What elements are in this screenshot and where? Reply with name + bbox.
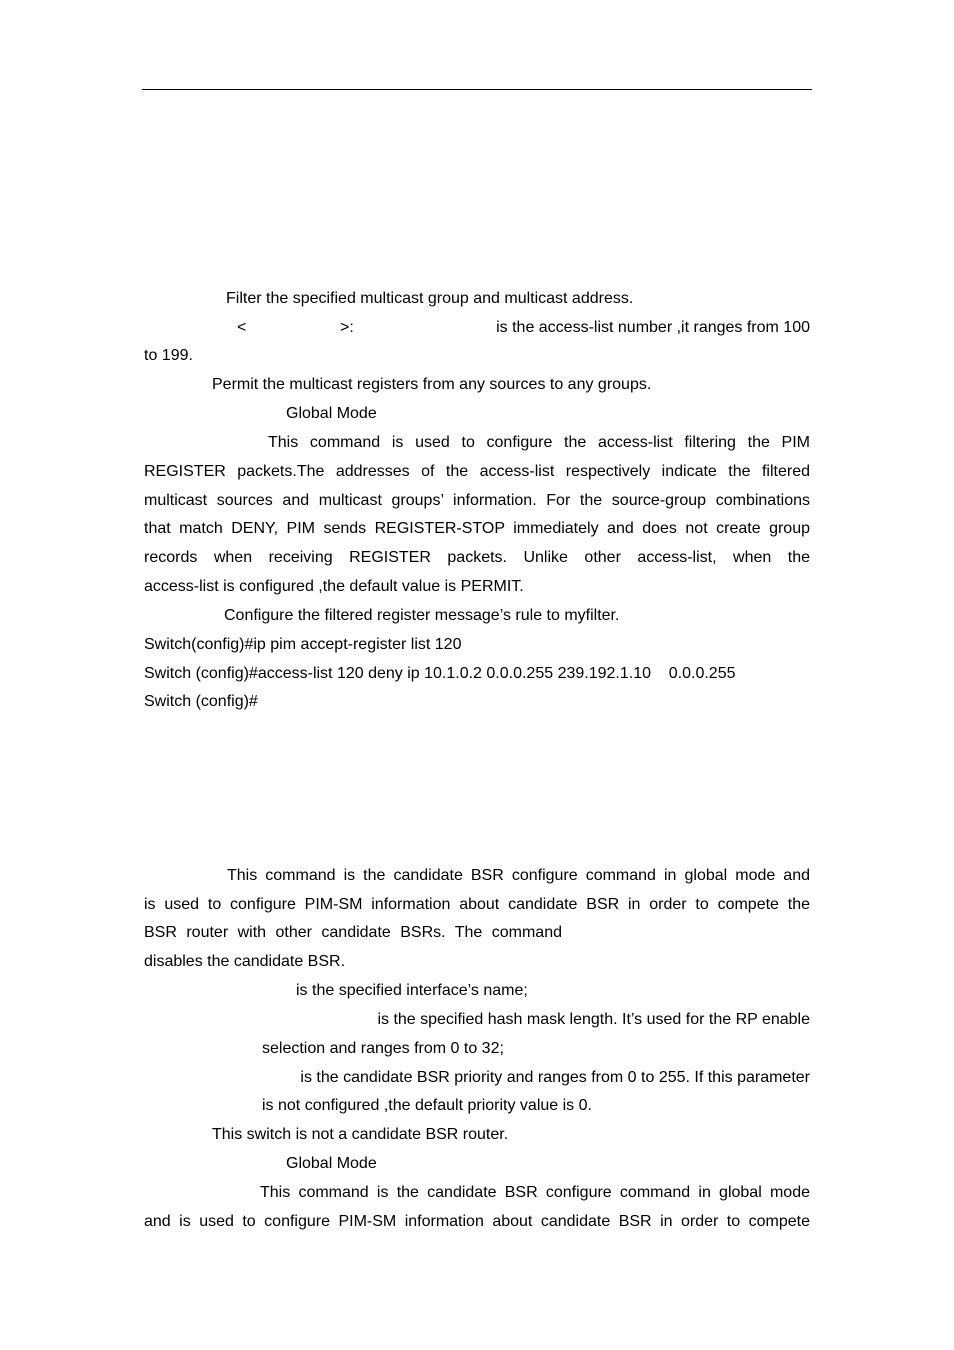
command-mode: Global Mode bbox=[286, 1155, 377, 1172]
usage-line: multicast sources and multicast groups’ information. For the source-group combinations bbox=[144, 492, 810, 509]
example-code-line: Switch(config)#ip pim accept-register list 120 bbox=[144, 636, 462, 653]
function-line: This command is the candidate BSR configure command in global mode and bbox=[227, 867, 810, 884]
function-text: Filter the specified multicast group and multicast address. bbox=[226, 290, 634, 307]
param-interface-desc: is the specified interface’s name; bbox=[296, 982, 528, 999]
usage-line: access-list is configured ,the default value is PERMIT. bbox=[144, 578, 524, 595]
param-hash-desc-cont: selection and ranges from 0 to 32; bbox=[262, 1040, 504, 1057]
default-text: This switch is not a candidate BSR router. bbox=[212, 1126, 509, 1143]
param-priority-desc-cont: is not configured ,the default priority value is 0. bbox=[262, 1097, 592, 1114]
header-rule bbox=[142, 89, 812, 90]
usage-line: and is used to configure PIM-SM information about candidate BSR in order to compete bbox=[144, 1213, 810, 1230]
usage-line: records when receiving REGISTER packets. Unlike other access-list, when the bbox=[144, 549, 810, 566]
param-hash-desc: is the specified hash mask length. It’s used for the RP enable bbox=[377, 1011, 810, 1028]
function-line: disables the candidate BSR. bbox=[144, 953, 346, 970]
usage-line: that match DENY, PIM sends REGISTER-STOP immediately and does not create group bbox=[144, 520, 810, 537]
param-bracket-close: >: bbox=[340, 319, 354, 336]
example-description: Configure the filtered register message’s rule to myfilter. bbox=[224, 607, 620, 624]
command-mode: Global Mode bbox=[286, 405, 377, 422]
param-description-cont: to 199. bbox=[144, 347, 193, 364]
example-code-line: Switch (config)# bbox=[144, 693, 258, 710]
usage-line: This command is the candidate BSR configure command in global mode bbox=[260, 1184, 810, 1201]
function-line: is used to configure PIM-SM information about candidate BSR in order to compete the bbox=[144, 896, 810, 913]
function-line: BSR router with other candidate BSRs. The command bbox=[144, 924, 562, 941]
usage-line: This command is used to configure the access-list filtering the PIM bbox=[268, 434, 810, 451]
usage-line: REGISTER packets.The addresses of the access-list respectively indicate the filtered bbox=[144, 463, 810, 480]
param-priority-desc: is the candidate BSR priority and ranges from 0 to 255. If this parameter bbox=[300, 1069, 810, 1086]
default-text: Permit the multicast registers from any sources to any groups. bbox=[212, 376, 652, 393]
param-bracket-open: < bbox=[237, 319, 247, 336]
example-code-line: Switch (config)#access-list 120 deny ip 10.1.0.2 0.0.0.255 239.192.1.10 0.0.0.255 bbox=[144, 665, 736, 682]
param-description: is the access-list number ,it ranges from 100 bbox=[496, 319, 810, 336]
